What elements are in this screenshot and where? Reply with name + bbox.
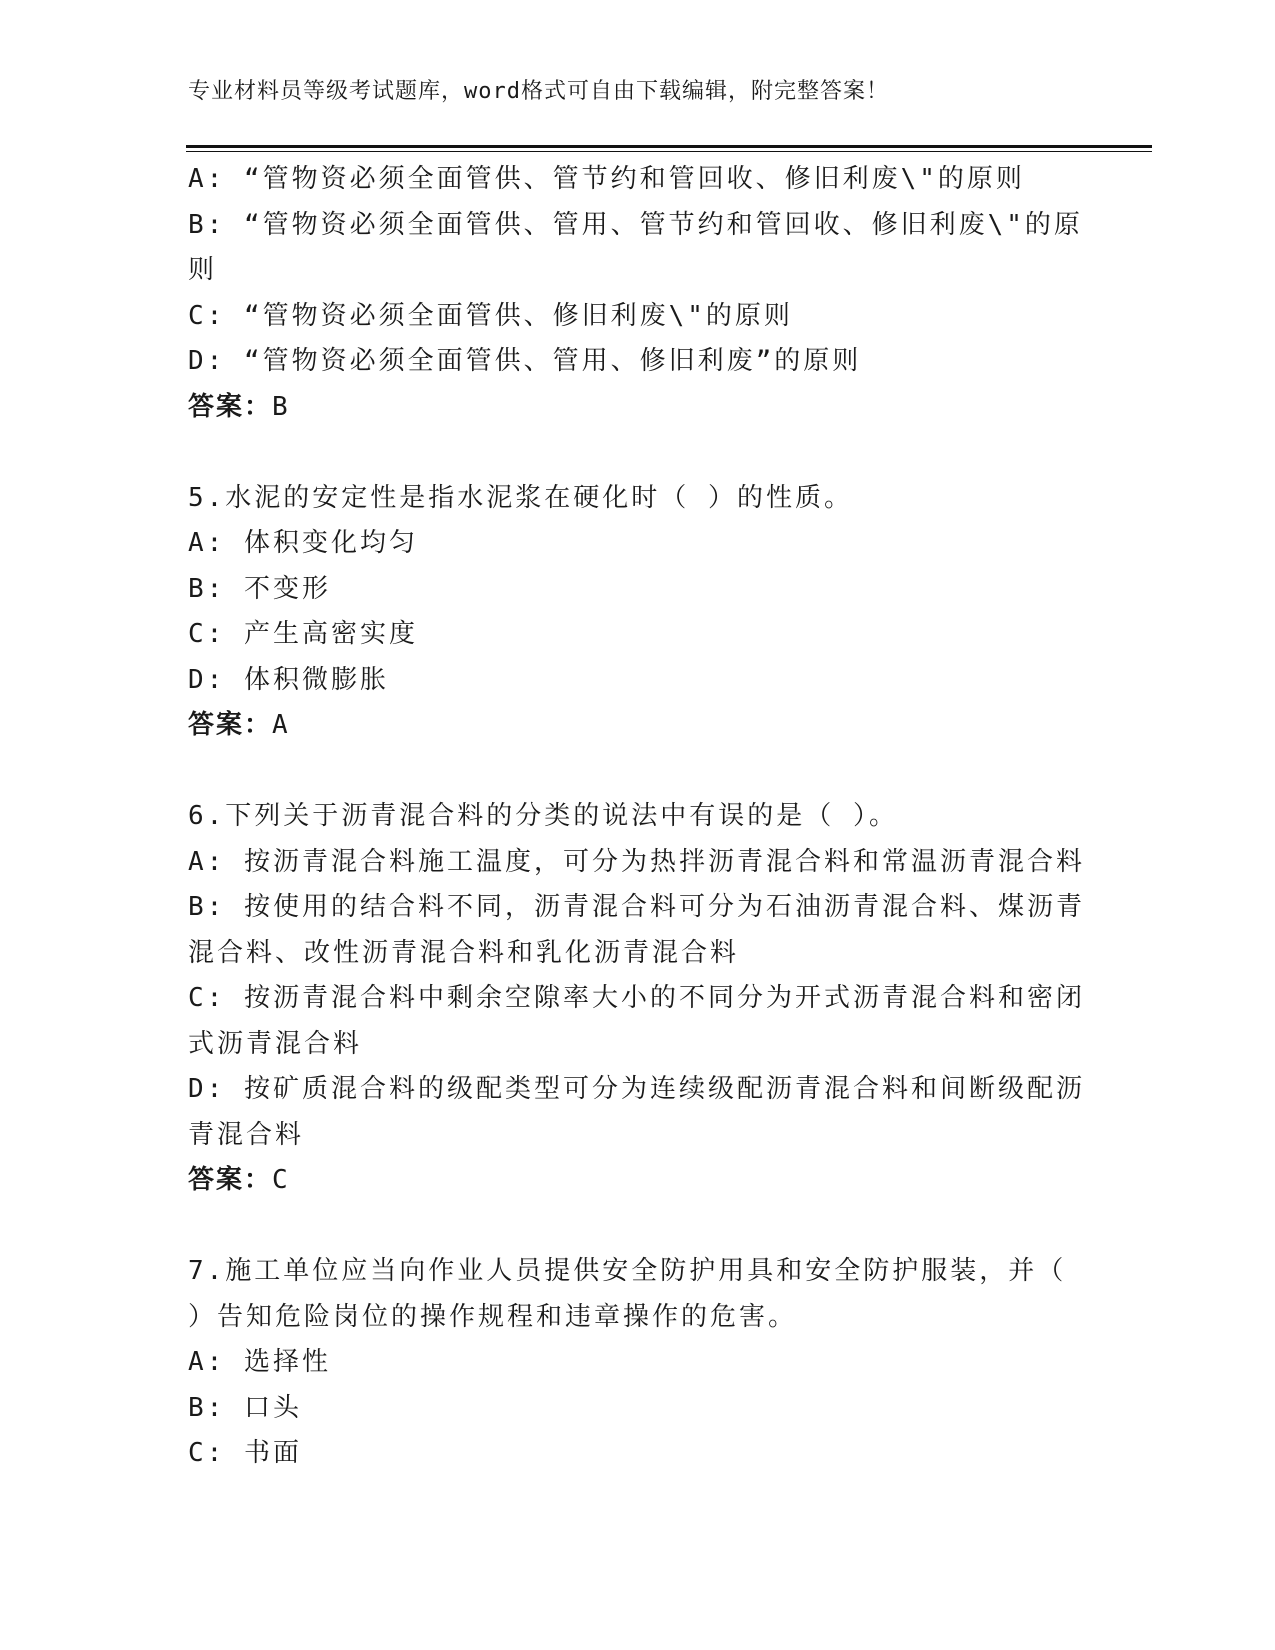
option-c: C: 按沥青混合料中剩余空隙率大小的不同分为开式沥青混合料和密闭式沥青混合料	[188, 983, 1085, 1059]
answer-value: C	[272, 1165, 290, 1195]
option-c: C: 书面	[188, 1438, 302, 1468]
option-c: C: “管物资必须全面管供、修旧利废\"的原则	[188, 300, 793, 331]
option-a: A: 体积变化均匀	[188, 528, 418, 558]
option-b: B: 不变形	[188, 573, 331, 604]
header-rule-thin	[186, 151, 1152, 152]
question-stem: 5.水泥的安定性是指水泥浆在硬化时（ ）的性质。	[188, 482, 853, 513]
option-d: D: 体积微膨胀	[188, 664, 389, 695]
answer	[188, 385, 1088, 431]
answer-value: A	[272, 710, 290, 740]
option-b: B: 按使用的结合料不同，沥青混合料可分为石油沥青混合料、煤沥青混合料、改性沥青混合料和乳化沥青混合料	[188, 892, 1085, 968]
option-d: D: 按矿质混合料的级配类型可分为连续级配沥青混合料和间断级配沥青混合料	[188, 1074, 1085, 1150]
question-stem: 6.下列关于沥青混合料的分类的说法中有误的是（ ）。	[188, 801, 898, 831]
question-5	[188, 476, 1088, 749]
option-b: B: 口头	[188, 1392, 302, 1423]
option-c: C: 产生高密实度	[188, 619, 418, 649]
question-6	[188, 794, 1088, 1204]
header-rule-thick	[186, 145, 1152, 148]
option-b: B: “管物资必须全面管供、管用、管节约和管回收、修旧利废\"的原则	[188, 209, 1083, 285]
answer-label: 答案：	[188, 391, 273, 422]
answer-label: 答案：	[188, 1165, 273, 1195]
option-d: D: “管物资必须全面管供、管用、修旧利废”的原则	[188, 346, 862, 376]
question-stem: 7.施工单位应当向作业人员提供安全防护用具和安全防护服装，并（ ）告知危险岗位的操作规程和违章操作的危害。	[188, 1256, 1067, 1332]
question-4	[188, 157, 1088, 430]
answer	[188, 1158, 1088, 1204]
question-content	[188, 157, 1088, 1477]
page-header: 专业材料员等级考试题库，word格式可自由下载编辑，附完整答案！	[188, 79, 889, 104]
answer-value: B	[272, 391, 290, 422]
answer	[188, 703, 1088, 749]
option-a: A: “管物资必须全面管供、管节约和管回收、修旧利废\"的原则	[188, 164, 1025, 194]
option-a: A: 选择性	[188, 1347, 331, 1377]
question-7	[188, 1249, 1088, 1477]
answer-label: 答案：	[188, 710, 273, 740]
option-a: A: 按沥青混合料施工温度，可分为热拌沥青混合料和常温沥青混合料	[188, 846, 1085, 877]
